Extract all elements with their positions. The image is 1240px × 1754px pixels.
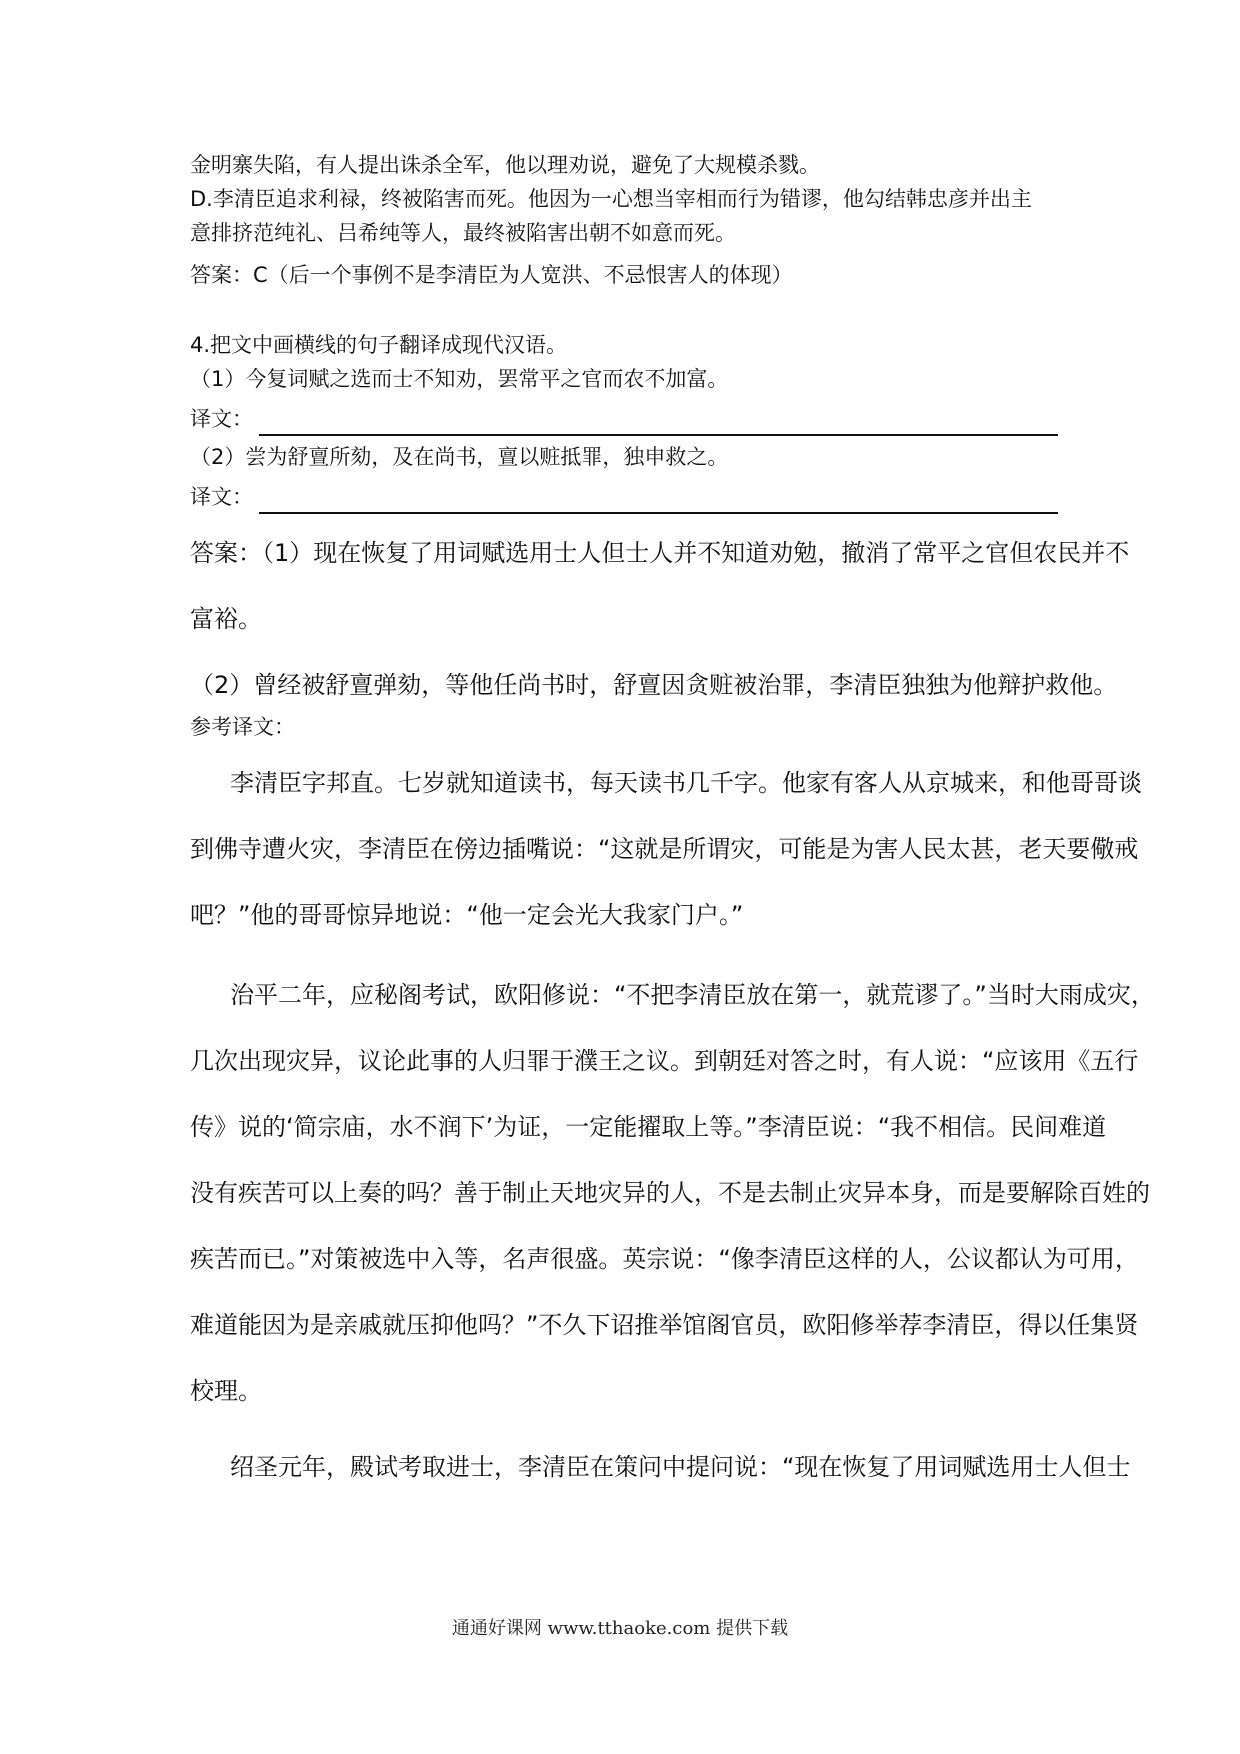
translation-label: 译文： [190,407,253,431]
reference-translation-label: 参考译文： [190,715,295,739]
answer-blank-line [259,408,1058,436]
answer-q4-2: （2）曾经被舒亶弹劾，等他任尚书时，舒亶因贪赃被治罪，李清臣独独为他辩护救他。 [190,671,1118,699]
page-footer: 通通好课网 www.tthaoke.com 提供下载 [451,1618,789,1639]
translation-line-2[interactable] [190,474,1058,514]
translation-line-1[interactable] [190,396,1058,436]
option-c-continuation: 金明寨失陷，有人提出诛杀全军，他以理劝说，避免了大规模杀戮。 [190,153,820,177]
paragraph-2-line-4: 没有疾苦可以上奏的吗？善于制止天地灾异的人，不是去制止灾异本身，而是要解除百姓的 [190,1179,1150,1207]
paragraph-2-line-1: 治平二年，应秘阁考试，欧阳修说：“不把李清臣放在第一，就荒谬了。”当时大雨成灾， [230,981,1155,1009]
paragraph-1-line-3: 吧？”他的哥哥惊异地说：“他一定会光大我家门户。” [190,901,744,929]
paragraph-3-line-1: 绍圣元年，殿试考取进士，李清臣在策问中提问说：“现在恢复了用词赋选用士人但士 [230,1453,1131,1481]
option-d-line-1: D.李清臣追求利禄，终被陷害而死。他因为一心想当宰相而行为错谬，他勾结韩忠彦并出主 [190,187,1032,211]
paragraph-1-line-1: 李清臣字邦直。七岁就知道读书，每天读书几千字。他家有客人从京城来，和他哥哥谈 [230,769,1142,797]
answer-q4-1-line-1: 答案：（1）现在恢复了用词赋选用士人但士人并不知道劝勉，撤消了常平之官但农民并不 [190,539,1130,567]
document-body [190,148,1155,1500]
paragraph-2-line-7: 校理。 [190,1377,262,1405]
translation-label: 译文： [190,485,253,509]
question-4-sentence-2: （2）尝为舒亶所劾，及在尚书，亶以赃抵罪，独申救之。 [190,445,729,469]
answer-q4-1-line-2: 富裕。 [190,605,262,633]
answer-q3: 答案：C（后一个事例不是李清臣为人宽洪、不忌恨害人的体现） [190,263,793,287]
paragraph-2-line-3: 传》说的‘简宗庙，水不润下’为证，一定能擢取上等。”李清臣说：“我不相信。民间难道 [190,1113,1107,1141]
question-4-sentence-1: （1）今复词赋之选而士不知劝，罢常平之官而农不加富。 [190,367,729,391]
option-d-line-2: 意排挤范纯礼、吕希纯等人，最终被陷害出朝不如意而死。 [190,221,736,245]
spacer [190,292,1058,328]
question-4: 4.把文中画横线的句子翻译成现代汉语。 [190,333,568,357]
paragraph-2-line-6: 难道能因为是亲戚就压抑他吗？”不久下诏推举馆阁官员，欧阳修举荐李清臣，得以任集贤 [190,1311,1139,1339]
paragraph-2-line-5: 疾苦而已。”对策被选中入等，名声很盛。英宗说：“像李清臣这样的人，公议都认为可用， [190,1245,1139,1273]
answer-blank-line [259,486,1058,514]
paragraph-1-line-2: 到佛寺遭火灾，李清臣在傍边插嘴说：“这就是所谓灾，可能是为害人民太甚，老天要儆戒 [190,835,1139,863]
paragraph-2-line-2: 几次出现灾异，议论此事的人归罪于濮王之议。到朝廷对答之时，有人说：“应该用《五行 [190,1047,1139,1075]
